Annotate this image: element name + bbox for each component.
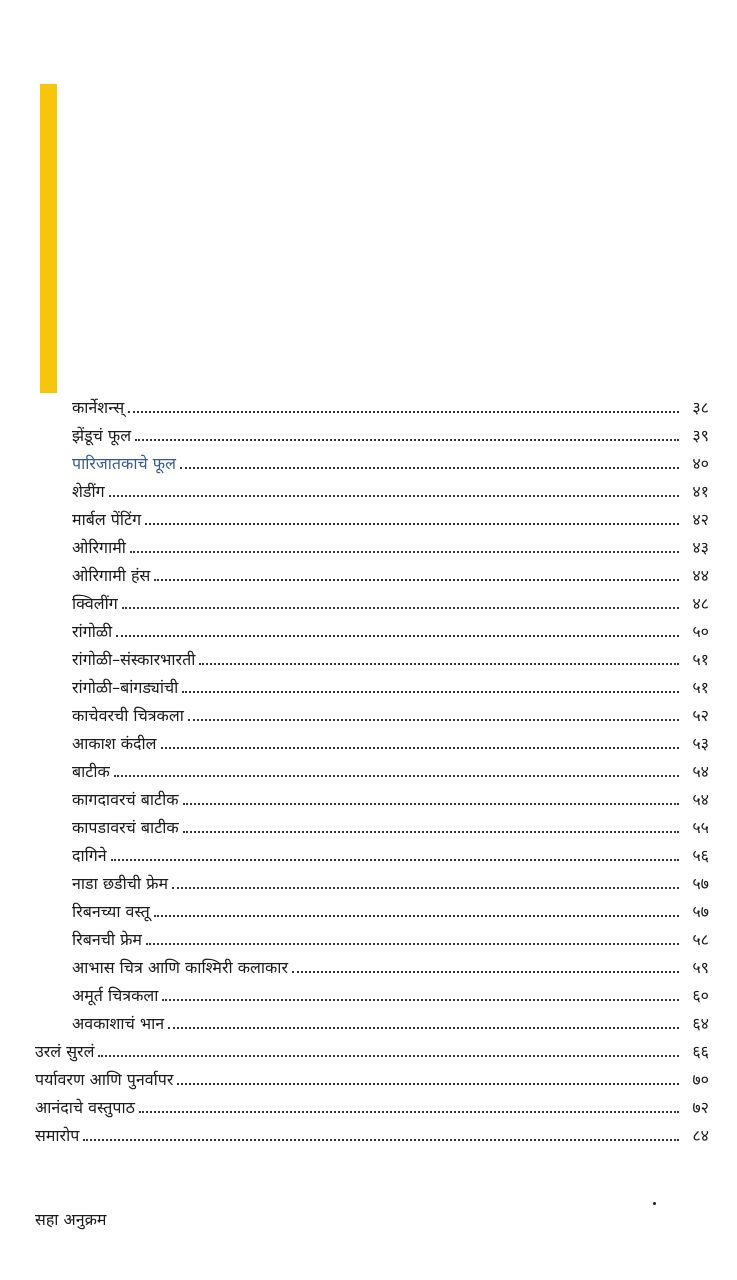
toc-entry-page: ३८: [692, 398, 709, 417]
toc-entry-title: झेंडूचं फूल: [72, 426, 132, 445]
toc-entry-page: ४३: [692, 538, 709, 557]
toc-entry[interactable]: [72, 950, 709, 978]
toc-entry[interactable]: [35, 1034, 709, 1062]
toc-entry[interactable]: [72, 838, 709, 866]
toc-entry-page: ५९: [692, 958, 709, 977]
toc-entry-title: कापडावरचं बाटीक: [72, 818, 179, 837]
toc-leader-dots: [139, 1111, 679, 1113]
toc-entry[interactable]: [72, 922, 709, 950]
toc-entry-title: ओरिगामी हंस: [72, 566, 151, 585]
toc-entry[interactable]: [72, 894, 709, 922]
toc-entry[interactable]: [72, 418, 709, 446]
toc-entry-page: ५१: [692, 678, 709, 697]
toc-leader-dots: [177, 1083, 679, 1085]
toc-entry-page: ५८: [692, 930, 709, 949]
toc-leader-dots: [168, 1027, 679, 1029]
toc-entry-page: ४२: [692, 510, 709, 529]
toc-entry-page: ५५: [692, 818, 709, 837]
toc-entry-page: ५०: [692, 622, 709, 641]
yellow-accent-bar: [40, 84, 57, 393]
toc-entry-page: ४४: [692, 566, 709, 585]
toc-entry[interactable]: [72, 586, 709, 614]
toc-entry-title: कार्नेशन्स्: [72, 398, 125, 417]
toc-entry[interactable]: [72, 754, 709, 782]
toc-leader-dots: [114, 775, 679, 777]
toc-entry-title: समारोप: [35, 1126, 80, 1145]
toc-entry-page: ५२: [692, 706, 709, 725]
page-footer: सहा अनुक्रम: [35, 1210, 107, 1229]
toc-entry-title: दागिने: [72, 846, 107, 865]
toc-entry-title: क्विलींग: [72, 594, 118, 613]
toc-entry[interactable]: [35, 1090, 709, 1118]
toc-entry[interactable]: [72, 502, 709, 530]
toc-entry-page: ६४: [692, 1014, 709, 1033]
toc-entry[interactable]: [72, 446, 709, 474]
toc-entry-page: ८४: [692, 1126, 709, 1145]
toc-entry-page: ५४: [692, 762, 709, 781]
toc-entry-title: रिबनची फ्रेम: [72, 930, 142, 949]
toc-entry-title: काचेवरची चित्रकला: [72, 706, 184, 725]
toc-leader-dots: [183, 803, 679, 805]
toc-entry[interactable]: [72, 698, 709, 726]
toc-entry-page: ४०: [692, 454, 709, 473]
toc-entry[interactable]: [72, 530, 709, 558]
toc-leader-dots: [182, 691, 679, 693]
toc-entry-title: आकाश कंदील: [72, 734, 157, 753]
toc-leader-dots: [172, 887, 679, 889]
toc-entry[interactable]: [72, 642, 709, 670]
toc-entry-page: ४१: [692, 482, 709, 501]
toc-entry-page: ५६: [692, 846, 709, 865]
toc-entry-page: ६६: [692, 1042, 709, 1061]
toc-entry-title: बाटीक: [72, 762, 110, 781]
toc-leader-dots: [130, 551, 679, 553]
toc-entry[interactable]: [72, 978, 709, 1006]
toc-entry-page: ६०: [692, 986, 709, 1005]
stray-dot: [653, 1202, 656, 1205]
toc-entry[interactable]: [72, 558, 709, 586]
toc-leader-dots: [116, 635, 679, 637]
toc-entry-page: ७२: [692, 1098, 709, 1117]
toc-entry[interactable]: [35, 1118, 709, 1146]
toc-entry-title: रिबनच्या वस्तू: [72, 902, 150, 921]
toc-leader-dots: [154, 915, 679, 917]
toc-entry[interactable]: [72, 614, 709, 642]
toc-leader-dots: [83, 1139, 679, 1141]
toc-leader-dots: [180, 467, 679, 469]
toc-entry-title: ओरिगामी: [72, 538, 126, 557]
toc-entry[interactable]: [72, 1006, 709, 1034]
toc-entry-title: आनंदाचे वस्तुपाठ: [35, 1098, 135, 1117]
toc-entry[interactable]: [72, 810, 709, 838]
toc-entry-page: ७०: [692, 1070, 709, 1089]
toc-leader-dots: [154, 579, 679, 581]
toc-entry-title: पर्यावरण आणि पुनर्वापर: [35, 1070, 174, 1089]
toc-entry-title: अवकाशाचं भान: [72, 1014, 165, 1033]
toc-entry-title: अमूर्त चित्रकला: [72, 986, 159, 1005]
toc-leader-dots: [111, 859, 679, 861]
toc-entry-page: ५१: [692, 650, 709, 669]
toc-entry[interactable]: [72, 474, 709, 502]
toc-entry[interactable]: [72, 866, 709, 894]
toc-entry[interactable]: [72, 390, 709, 418]
toc-leader-dots: [161, 747, 679, 749]
toc-entry-title: शेडींग: [72, 482, 105, 501]
toc-entry-page: ४८: [692, 594, 709, 613]
toc-entry-page: ५७: [692, 902, 709, 921]
toc-leader-dots: [98, 1055, 679, 1057]
toc-entry-title: उरलं सुरलं: [35, 1042, 95, 1061]
toc-leader-dots: [146, 943, 679, 945]
toc-entry-page: ५४: [692, 790, 709, 809]
toc-entry-page: ५७: [692, 874, 709, 893]
toc-entry[interactable]: [72, 782, 709, 810]
toc-entry[interactable]: [72, 726, 709, 754]
toc-leader-dots: [135, 439, 679, 441]
toc-leader-dots: [145, 523, 679, 525]
toc-entry-title: रांगोळी–संस्कारभारती: [72, 650, 196, 669]
toc-leader-dots: [199, 663, 679, 665]
toc-entry[interactable]: [72, 670, 709, 698]
toc-leader-dots: [109, 495, 679, 497]
toc-entry-page: ५३: [692, 734, 709, 753]
toc-entry-page: ३९: [692, 426, 709, 445]
toc-entry-title: कागदावरचं बाटीक: [72, 790, 179, 809]
toc-entry-title: नाडा छडीची फ्रेम: [72, 874, 169, 893]
toc-leader-dots: [162, 999, 679, 1001]
toc-leader-dots: [122, 607, 679, 609]
toc-entry-title: पारिजातकाचे फूल: [72, 454, 176, 473]
toc-entry-title: आभास चित्र आणि काश्मिरी कलाकार: [72, 958, 288, 977]
toc-entry-title: रांगोळी: [72, 622, 113, 641]
toc-entry-title: रांगोळी–बांगड्यांची: [72, 678, 179, 697]
toc-leader-dots: [188, 719, 679, 721]
toc-leader-dots: [292, 971, 679, 973]
toc-entry[interactable]: [35, 1062, 709, 1090]
toc-leader-dots: [183, 831, 679, 833]
toc-entry-title: मार्बल पेंटिंग: [72, 510, 142, 529]
toc-leader-dots: [128, 411, 679, 413]
